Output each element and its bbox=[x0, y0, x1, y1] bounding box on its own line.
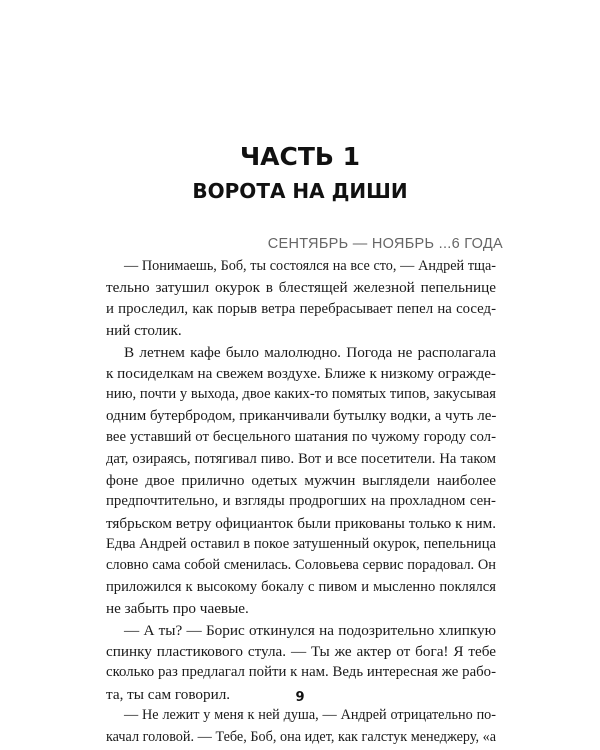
body-text bbox=[106, 256, 496, 748]
text-line: и проследил, как порыв ветра перебрасывает пепел на сосед- bbox=[106, 300, 496, 317]
text-line: — Понимаешь, Боб, ты состоялся на все сто, — Андрей тща- bbox=[124, 258, 496, 274]
page-number: 9 bbox=[295, 690, 305, 705]
text-line: одним бутербродом, приканчивали бутылку водки, а чуть ле- bbox=[106, 407, 497, 424]
text-line: — А ты? — Борис откинулся на подозрительно хлипкую bbox=[124, 621, 496, 639]
text-line: предпочтительно, и взгляды продрогших на прохладном сен- bbox=[106, 493, 496, 510]
text-line: качал головой. — Тебе, Боб, она идет, как галстук менеджеру, «а bbox=[106, 728, 496, 745]
chapter-title: ВОРОТА НА ДИШИ bbox=[192, 179, 408, 203]
chapter-date-range: СЕНТЯБРЬ — НОЯБРЬ ...6 ГОДА bbox=[267, 236, 503, 252]
text-line: вее уставший от бесцельного шатания по чужому городу сол- bbox=[106, 429, 496, 446]
text-line: спинку пластикового стула. — Ты же актер от бога! Я тебе bbox=[106, 643, 496, 661]
text-line: та, ты сам говорил. bbox=[106, 685, 231, 703]
text-line: Едва Андрей оставил в покое затушенный окурок, пепельница bbox=[106, 536, 496, 553]
text-line: словно сама собой сменилась. Соловьева сервис порадовал. Он bbox=[106, 557, 496, 574]
text-line: тябрьском ветру официанток были прикованы только к ним. bbox=[106, 514, 496, 532]
text-line: В летнем кафе было малолюдно. Погода не располагала bbox=[124, 343, 496, 361]
text-line: ний столик. bbox=[106, 322, 182, 340]
text-line: нию, почти у выхода, двое каких-то помятых типов, закусывая bbox=[106, 386, 496, 403]
text-line: не забыть про чаевые. bbox=[106, 600, 249, 618]
part-title: ЧАСТЬ 1 bbox=[239, 142, 361, 171]
text-line: фоне двое прилично одетых мужчин выглядели наиболее bbox=[106, 471, 496, 489]
text-line: — Не лежит у меня к ней душа, — Андрей отрицательно по- bbox=[124, 707, 496, 724]
text-line: тельно затушил окурок в блестящей железной пепельнице bbox=[106, 279, 496, 297]
text-line: приложился к высокому бокалу с пивом и мысленно поклялся bbox=[106, 578, 496, 595]
text-line: дат, озираясь, потягивал пиво. Вот и все посетители. На таком bbox=[106, 450, 496, 467]
text-line: сколько раз предлагал пойти к нам. Ведь интересная же рабо- bbox=[106, 664, 496, 681]
text-line: к посиделкам на свежем воздухе. Ближе к низкому огражде- bbox=[106, 364, 496, 382]
